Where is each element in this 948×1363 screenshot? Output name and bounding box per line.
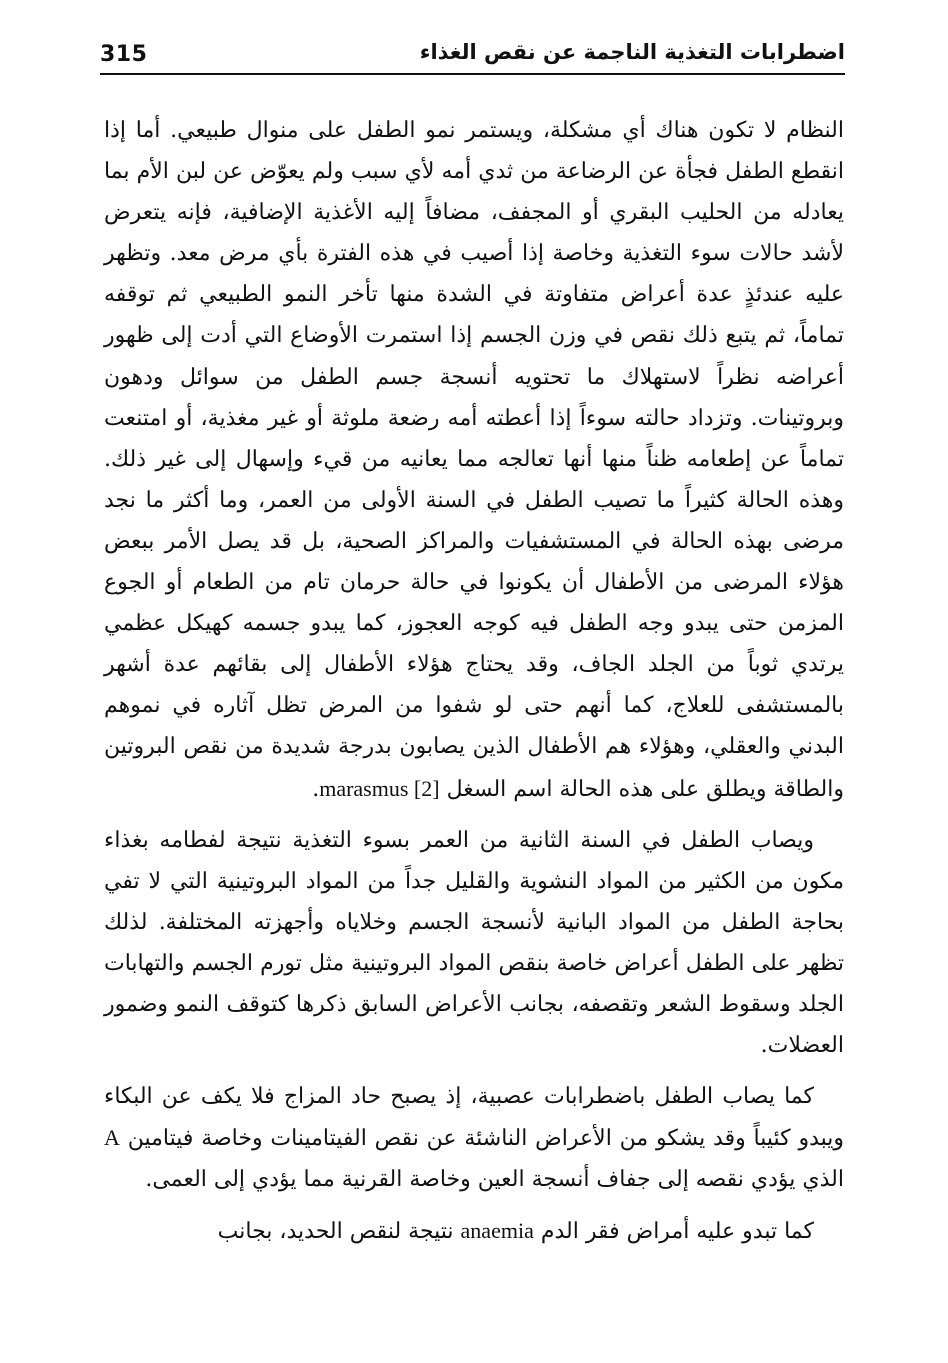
paragraph-4-text: كما تبدو عليه أمراض فقر الدم <box>540 1219 814 1245</box>
paragraph-3-end: الذي يؤدي نقصه إلى جفاف أنسجة العين وخاصة القرنية مما يؤدي إلى العمى. <box>145 1167 844 1193</box>
paragraph-4 <box>104 1210 844 1252</box>
page-header <box>100 40 845 76</box>
paragraph-3-term: A <box>104 1125 120 1151</box>
paragraph-4-end: نتيجة لنقص الحديد، بجانب <box>217 1219 454 1245</box>
paragraph-4-term: anaemia <box>460 1218 534 1244</box>
paragraph-1 <box>104 110 844 810</box>
running-title: اضطرابات التغذية الناجمة عن نقص الغذاء <box>419 40 845 64</box>
paragraph-2-text: ويصاب الطفل في السنة الثانية من العمر بسوء التغذية نتيجة لفطامه بغذاء مكون من الكثير من المواد النشوية والقليل جداً من المواد البروتينية التي لا تفي بحاجة الطفل من المواد البانية لأنسجة الجسم وخلاياه وأجهزته المختلفة. لذلك تظهر على الطفل أعراض خاصة بنقص المواد البروتينية مثل تورم الجسم والتهابات الجلد وسقوط الشعر وتقصفه، بجانب الأعراض السابق ذكرها كتوقف النمو وضمور العضلات. <box>104 827 844 1059</box>
paragraph-3 <box>104 1076 844 1200</box>
paragraph-1-text: النظام لا تكون هناك أي مشكلة، ويستمر نمو الطفل على منوال طبيعي. أما إذا انقطع الطفل فجأة عن الرضاعة من ثدي أمه لأي سبب ولم يعوّض عن لبن الأم بما يعادله من الحليب البقري أو المجفف، مضافاً إليه الأغذية الإضافية، فإنه يتعرض لأشد حالات سوء التغذية وخاصة إذا أصيب في هذه الفترة بأي مرض معد. وتظهر عليه عندئذٍ عدة أعراض متفاوتة في الشدة منها تأخر النمو الطبيعي ثم توقفه تماماً، ثم يتبع ذلك نقص في وزن الجسم إذا استمرت الأوضاع التي أدت إلى ظهور أعراضه نظراً لاستهلاك ما تحتويه أنسجة جسم الطفل من سوائل ودهون وبروتينات. وتزداد حالته سوءاً إذا أعطته أمه رضعة ملوثة أو غير مغذية، أو امتنعت تماماً عن إطعامه ظناً منها أنها تعالجه مما يعانيه من قيء وإسهال إلى غير ذلك. وهذه الحالة كثيراً ما تصيب الطفل في السنة الأولى من العمر، وما أكثر ما نجد مرضى بهذه الحالة في المستشفيات والمراكز الصحية، بل قد يصل الأمر ببعض هؤلاء المرضى من الأطفال أن يكونوا في حالة حرمان تام من الطعام أو الجوع المزمن حتى يبدو وجه الطفل فيه كوجه العجوز، كما يبدو جسمه كهيكل عظمي يرتدي ثوباً من الجلد الجاف، وقد يحتاج هؤلاء الأطفال إلى بقائهم عدة أشهر بالمستشفى للعلاج، كما أنهم حتى لو شفوا من المرض تظل آثاره في نموهم البدني والعقلي، وهؤلاء هم الأطفال الذين يصابون بدرجة شديدة من نقص البروتين والطاقة ويطلق على هذه الحالة اسم السغل <box>104 118 844 802</box>
page-number: 315 <box>100 42 148 67</box>
paragraph-2 <box>104 820 844 1067</box>
paragraph-3-text: كما يصاب الطفل باضطرابات عصبية، إذ يصبح حاد المزاج فلا يكف عن البكاء ويبدو كئيباً وقد يشكو من الأعراض الناشئة عن نقص الفيتامينات وخاصة فيتامين <box>104 1084 845 1152</box>
body-text <box>104 110 844 1253</box>
paragraph-1-end: . <box>312 776 320 802</box>
header-rule <box>100 73 845 75</box>
paragraph-1-term: marasmus [2] <box>319 775 440 801</box>
